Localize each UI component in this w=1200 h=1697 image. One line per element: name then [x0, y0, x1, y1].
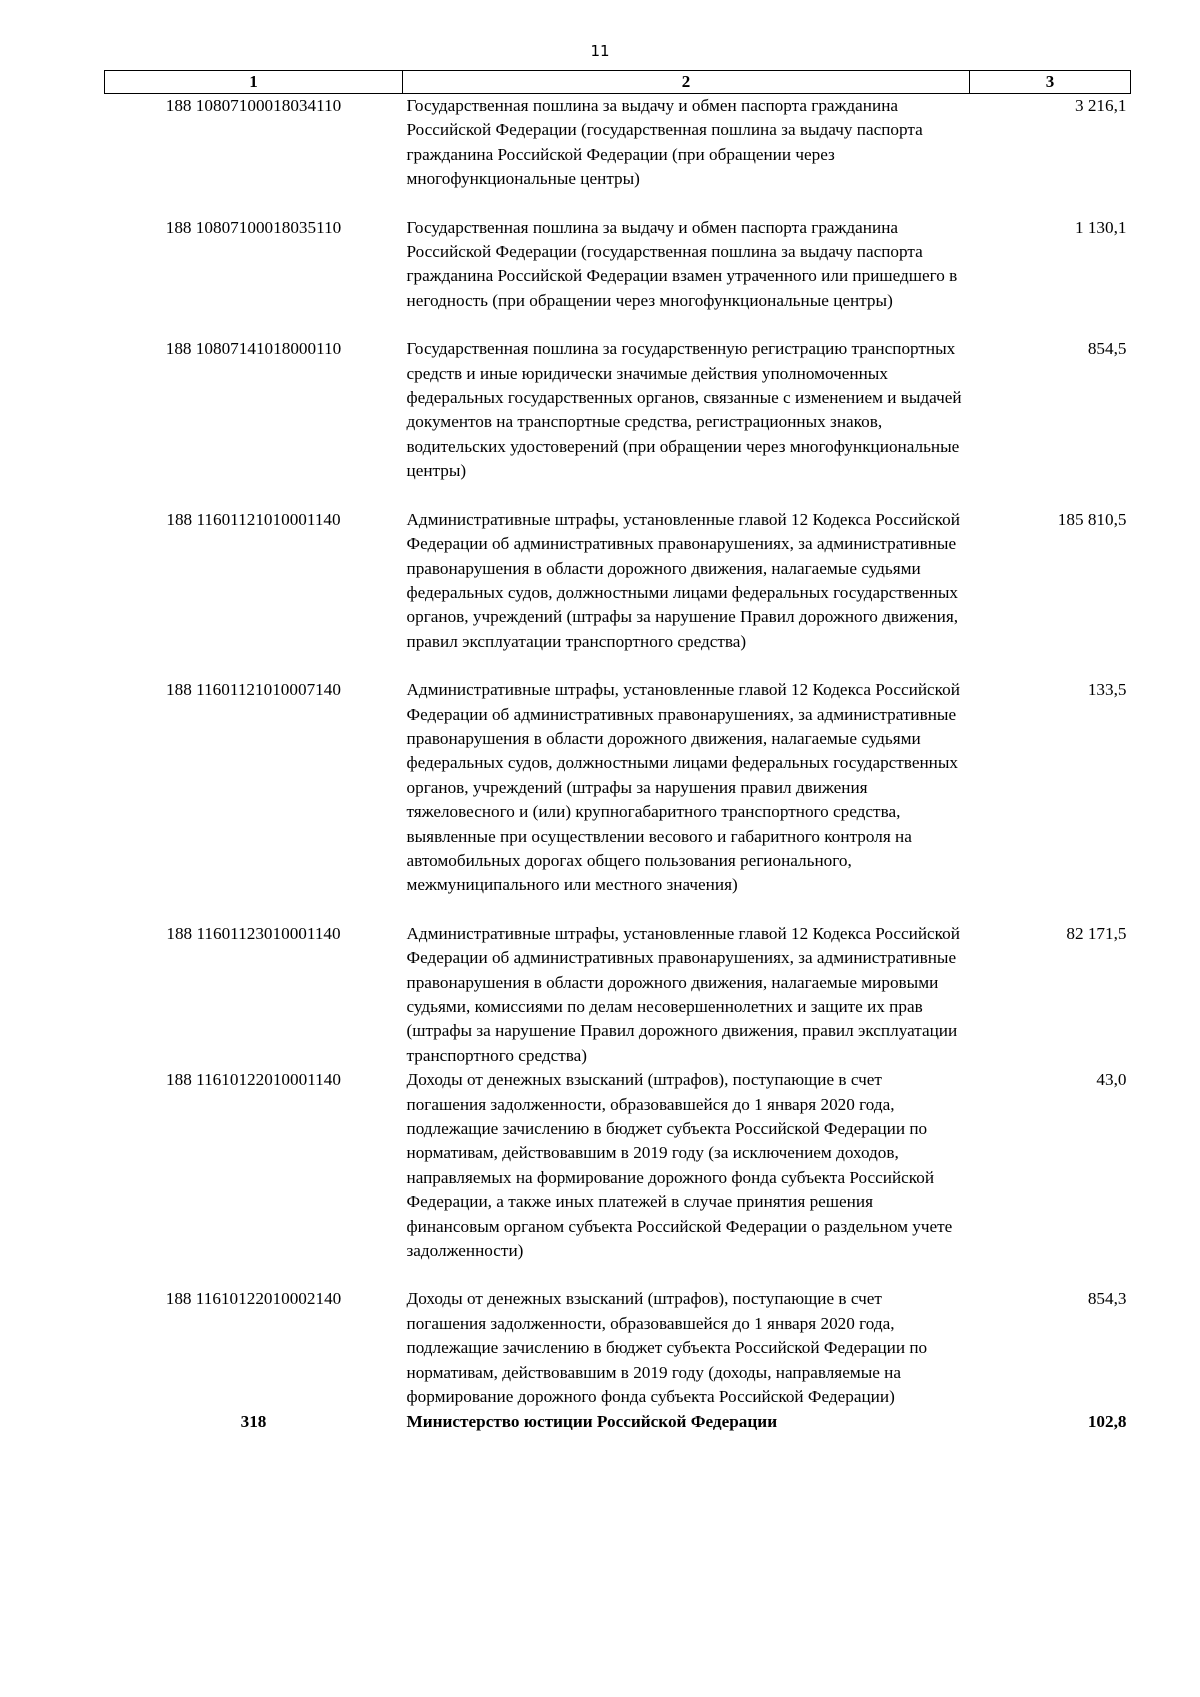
- row-code: 188 11610122010001140: [166, 1070, 341, 1090]
- row-description: Государственная пошлина за выдачу и обмен паспорта гражданина Российской Федерации (государственная пошлина за выдачу паспорта гражданина Российской Федерации (при обращении через многофункциональные центры): [406, 96, 923, 189]
- row-amount: 854,5: [1087, 339, 1127, 359]
- row-description: Административные штрафы, установленные главой 12 Кодекса Российской Федерации об административных правонарушениях, за административные правонарушения в области дорожного движения, налагаемые судьями федеральных судов, должностными лицами федеральных государственных органов, учреждений (штрафы за нарушения правил движения тяжеловесного и (или) крупногабаритного транспортного средства, выявленные при осуществлении весового и габаритного контроля на автомобильных дорогах общего пользования регионального, межмуниципального или местного значения): [406, 680, 960, 895]
- table-row: [105, 1068, 1131, 1287]
- row-amount: 82 171,5: [1066, 923, 1127, 943]
- row-code: 188 11601123010001140: [166, 923, 341, 943]
- column-header-code: 1: [105, 71, 403, 94]
- row-code: 188 11601121010001140: [166, 509, 341, 529]
- table-row: [105, 216, 1131, 338]
- row-amount: 102,8: [1087, 1411, 1127, 1431]
- column-header-amount: 3: [970, 71, 1131, 94]
- table-row: [105, 1287, 1131, 1409]
- table-body: [105, 94, 1131, 1434]
- table-row-ministry-total: [105, 1410, 1131, 1434]
- row-description: Государственная пошлина за выдачу и обмен паспорта гражданина Российской Федерации (государственная пошлина за выдачу паспорта гражданина Российской Федерации взамен утраченного или пришедшего в негодность (при обращении через многофункциональные центры): [406, 217, 958, 310]
- table-header: [105, 71, 1131, 94]
- row-code: 188 10807100018035110: [165, 217, 342, 237]
- row-description: Министерство юстиции Российской Федерации: [406, 1411, 778, 1431]
- header-row: [105, 71, 1131, 94]
- row-amount: 854,3: [1087, 1289, 1127, 1309]
- row-amount: 3 216,1: [1074, 96, 1127, 115]
- row-amount: 43,0: [1096, 1070, 1127, 1090]
- row-description: Государственная пошлина за государственную регистрацию транспортных средств и иные юридически значимые действия уполномоченных федеральных государственных органов, связанные с изменением и выдачей документов на транспортные средства, регистрационных знаков, водительских удостоверений (при обращении через многофункциональные центры): [406, 339, 962, 481]
- row-description: Административные штрафы, установленные главой 12 Кодекса Российской Федерации об административных правонарушениях, за административные правонарушения в области дорожного движения, налагаемые судьями федеральных судов, должностными лицами федеральных государственных органов, учреждений (штрафы за нарушение Правил дорожного движения, правил эксплуатации транспортного средства): [406, 509, 960, 651]
- table-row: [105, 337, 1131, 507]
- row-description: Административные штрафы, установленные главой 12 Кодекса Российской Федерации об административных правонарушениях, за административные правонарушения в области дорожного движения, налагаемые мировыми судьями, комиссиями по делам несовершеннолетних и защите их прав (штрафы за нарушение Правил дорожного движения, правил эксплуатации транспортного средства): [406, 923, 960, 1065]
- table-row: [105, 678, 1131, 922]
- table-row: [105, 508, 1131, 678]
- row-description: Доходы от денежных взысканий (штрафов), поступающие в счет погашения задолженности, образовавшейся до 1 января 2020 года, подлежащие зачислению в бюджет субъекта Российской Федерации по нормативам, действовавшим в 2019 году (за исключением доходов, направляемых на формирование дорожного фонда субъекта Российской Федерации, а также иных платежей в случае принятия решения финансовым органом субъекта Российской Федерации о раздельном учете задолженности): [406, 1070, 953, 1261]
- row-amount: 133,5: [1087, 680, 1127, 700]
- row-amount: 185 810,5: [1057, 509, 1127, 529]
- row-code: 188 11610122010002140: [165, 1289, 342, 1309]
- row-code: 318: [240, 1411, 267, 1431]
- revenue-table: [104, 70, 1131, 1434]
- column-header-description: 2: [403, 71, 970, 94]
- row-code: 188 10807100018034110: [165, 96, 342, 115]
- row-amount: 1 130,1: [1074, 217, 1127, 237]
- row-code: 188 11601121010007140: [166, 680, 341, 700]
- table-row: [105, 922, 1131, 1068]
- row-description: Доходы от денежных взысканий (штрафов), поступающие в счет погашения задолженности, образовавшейся до 1 января 2020 года, подлежащие зачислению в бюджет субъекта Российской Федерации по нормативам, действовавшим в 2019 году (доходы, направляемые на формирование дорожного фонда субъекта Российской Федерации): [406, 1289, 928, 1407]
- page-number: 11: [590, 42, 610, 60]
- row-code: 188 10807141018000110: [165, 339, 342, 359]
- table-row: [105, 94, 1131, 216]
